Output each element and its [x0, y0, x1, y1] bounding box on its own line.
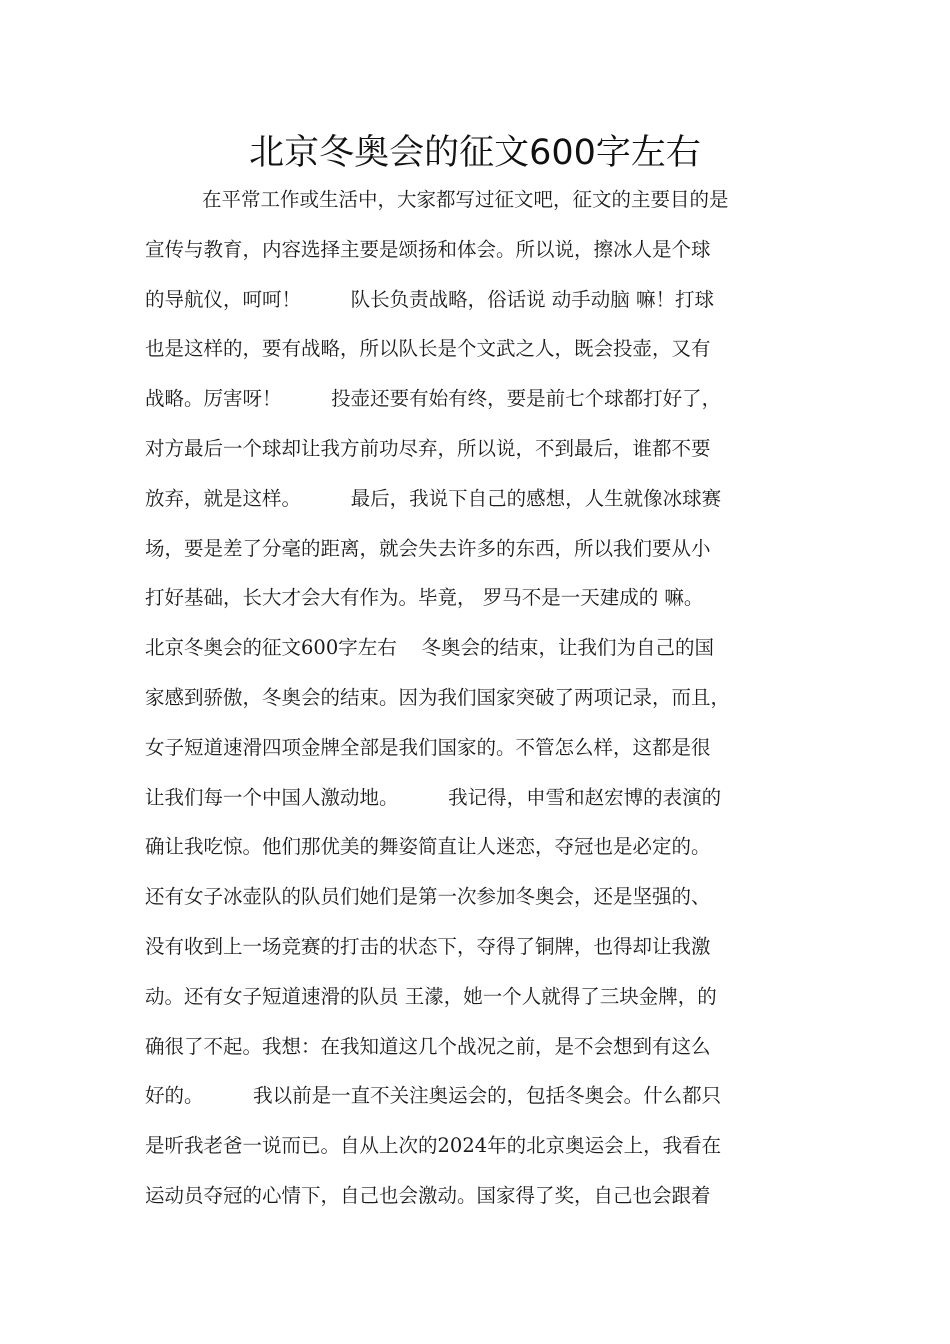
body-line: 战略。厉害呀！ 投壶还要有始有终，要是前七个球都打好了，	[145, 387, 722, 411]
body-line: 确让我吃惊。他们那优美的舞姿简直让人迷恋，夺冠也是必定的。	[145, 835, 711, 859]
body-line: 家感到骄傲，冬奥会的结束。因为我们国家突破了两项记录，而且，	[145, 685, 731, 709]
body-line: 没有收到上一场竞赛的打击的状态下，夺得了铜牌，也得却让我激	[145, 934, 711, 958]
body-line: 让我们每一个中国人激动地。 我记得，申雪和赵宏博的表演的	[145, 785, 722, 809]
body-line: 动。还有女子短道速滑的队员 王濛，她一个人就得了三块金牌，的	[145, 984, 717, 1008]
body-line: 对方最后一个球却让我方前功尽弃，所以说，不到最后，谁都不要	[145, 436, 711, 460]
body-line: 放弃，就是这样。 最后，我说下自己的感想，人生就像冰球赛	[145, 486, 722, 510]
body-line: 打好基础，长大才会大有作为。毕竟， 罗马不是一天建成的 嘛。	[145, 586, 704, 610]
body-line: 确很了不起。我想：在我知道这几个战况之前，是不会想到有这么	[145, 1034, 711, 1058]
body-line: 是听我老爸一说而已。自从上次的2024年的北京奥运会上，我看在	[145, 1134, 722, 1158]
document-body	[145, 180, 835, 1226]
body-line: 运动员夺冠的心情下，自己也会激动。国家得了奖，自己也会跟着	[145, 1183, 711, 1207]
body-line: 北京冬奥会的征文600字左右 冬奥会的结束，让我们为自己的国	[145, 636, 715, 660]
document-title: 北京冬奥会的征文600字左右	[249, 133, 701, 173]
body-line: 在平常工作或生活中，大家都写过征文吧，征文的主要目的是	[202, 188, 729, 211]
body-line: 也是这样的，要有战略，所以队长是个文武之人，既会投壶，又有	[145, 337, 711, 361]
body-line: 的导航仪，呵呵！ 队长负责战略，俗话说 动手动脑 嘛！打球	[145, 287, 714, 311]
body-line: 场，要是差了分毫的距离，就会失去许多的东西，所以我们要从小	[145, 536, 711, 560]
body-line: 宣传与教育，内容选择主要是颂扬和体会。所以说，擦冰人是个球	[145, 237, 711, 261]
body-line: 还有女子冰壶队的队员们她们是第一次参加冬奥会，还是坚强的、	[145, 885, 711, 909]
body-line: 好的。 我以前是一直不关注奥运会的，包括冬奥会。什么都只	[145, 1084, 722, 1108]
body-line: 女子短道速滑四项金牌全部是我们国家的。不管怎么样，这都是很	[145, 735, 711, 759]
